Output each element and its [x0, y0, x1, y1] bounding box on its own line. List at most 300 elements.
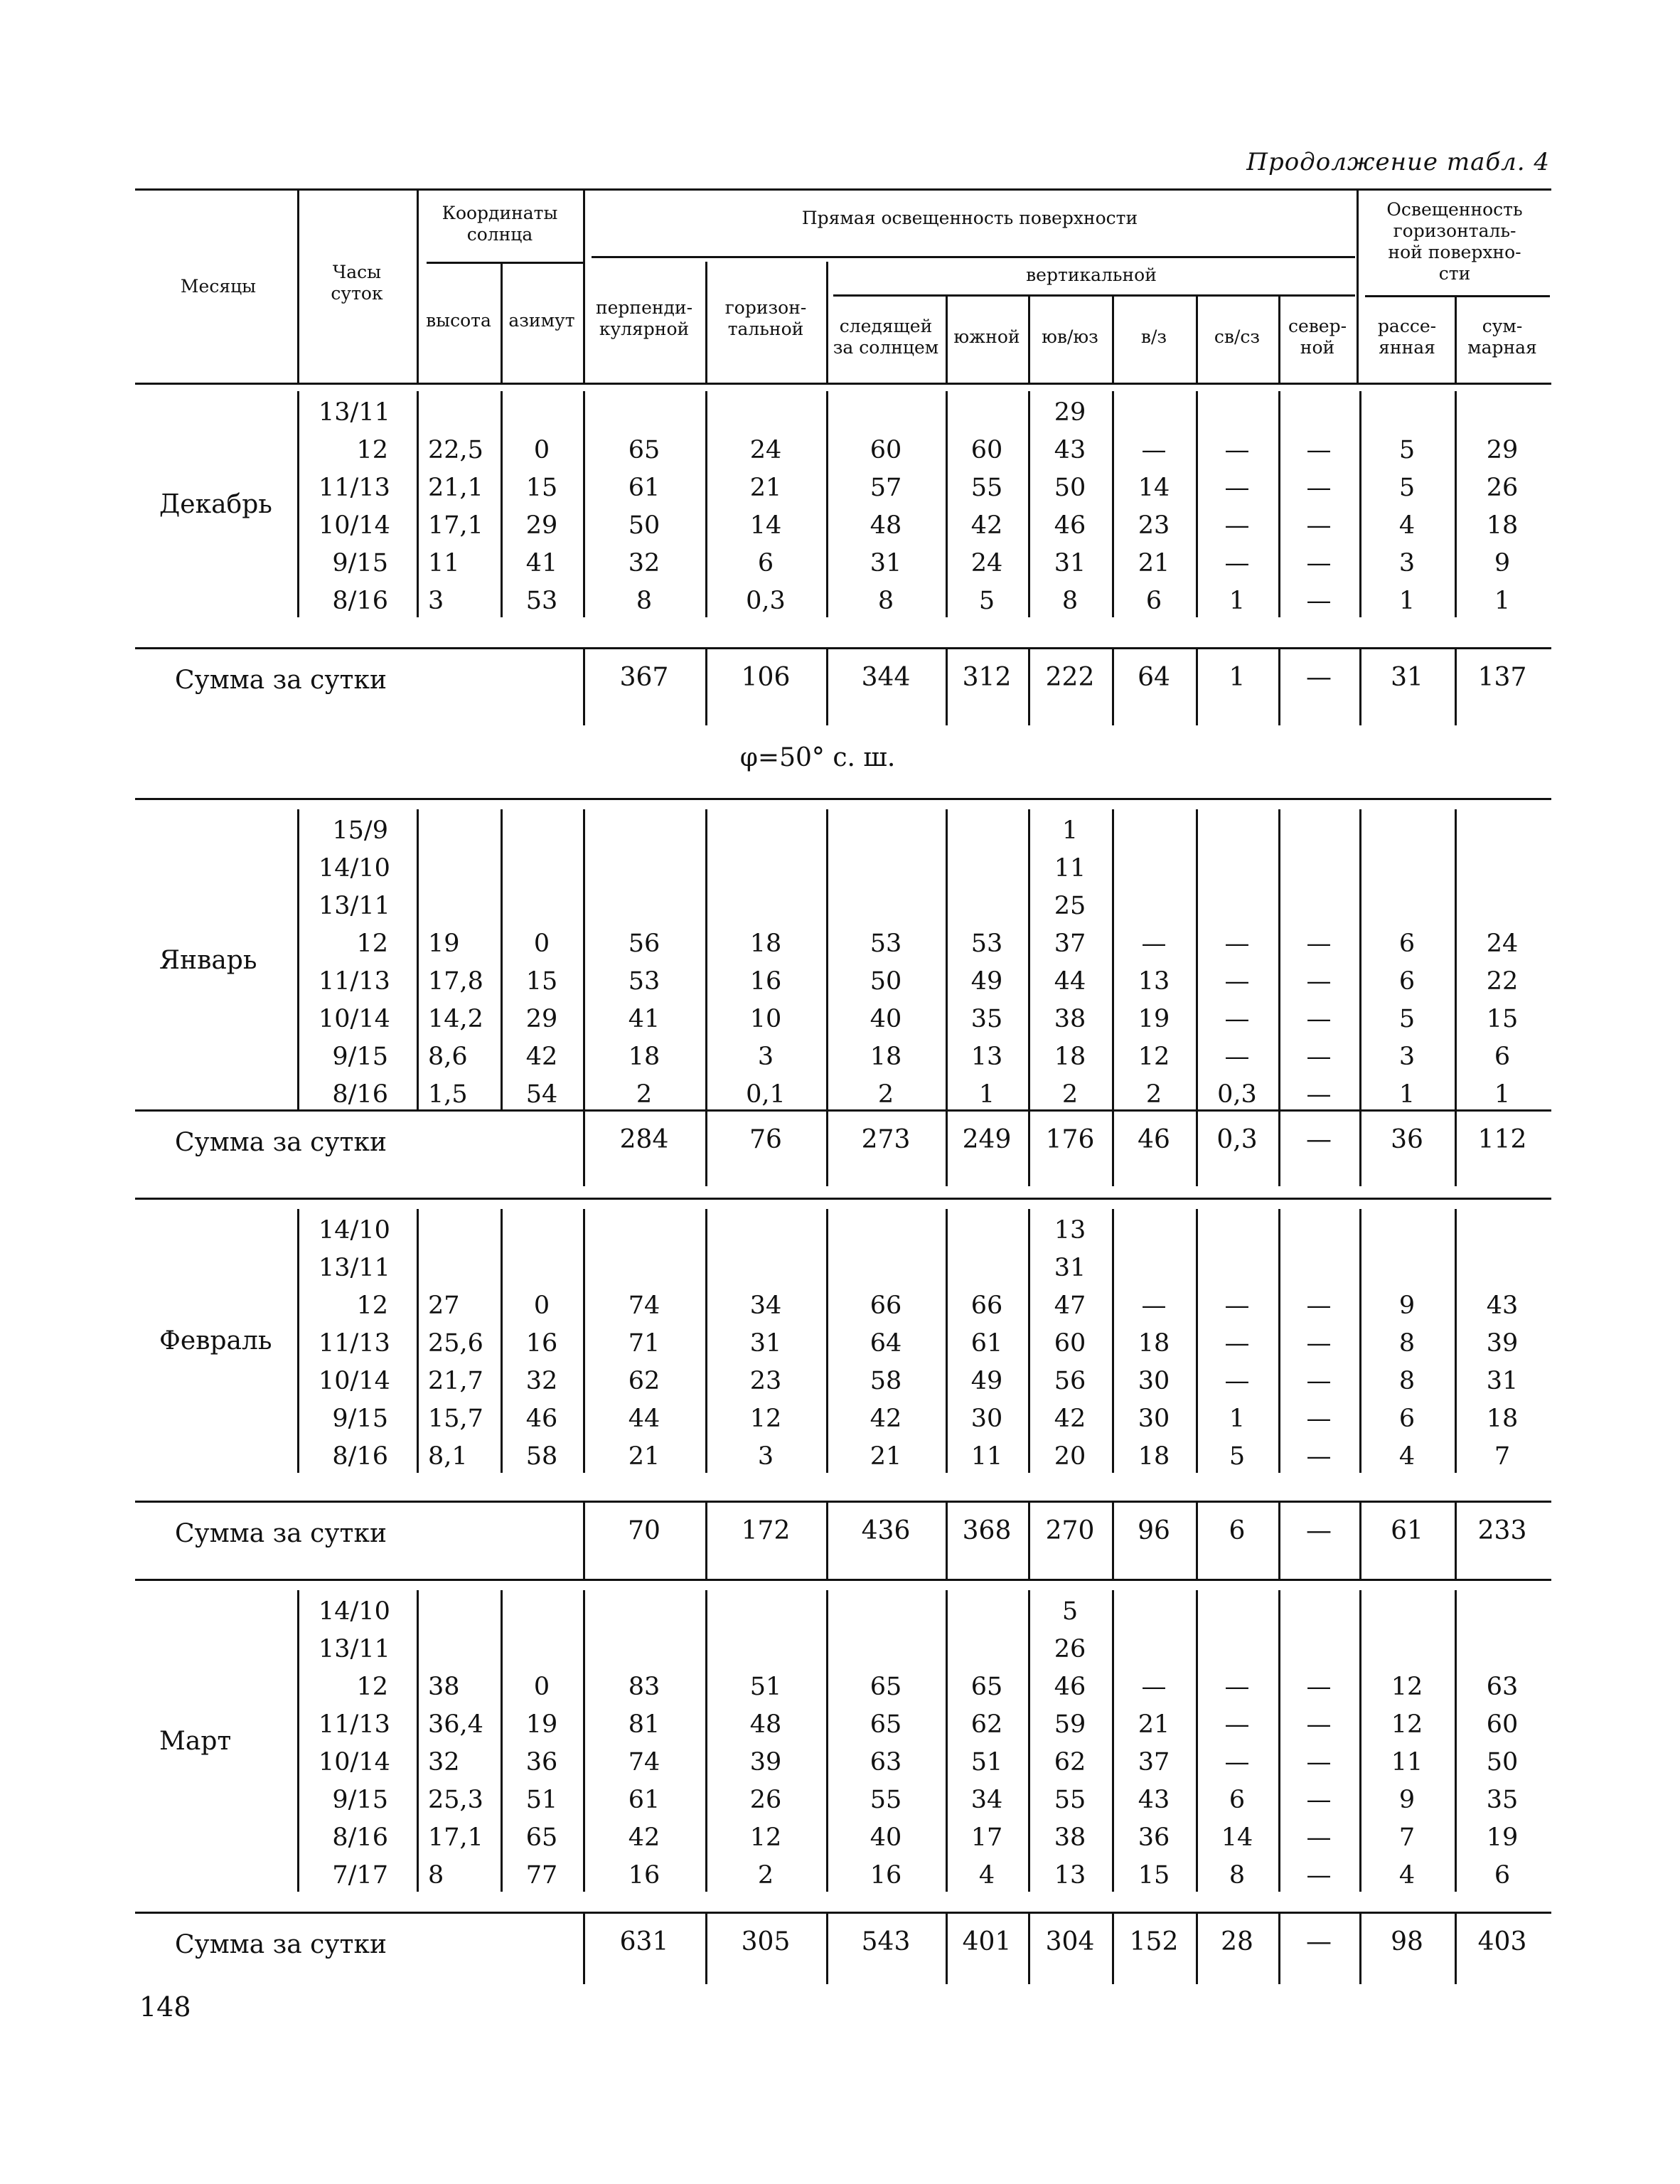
header-perp-line2: кулярной: [599, 319, 690, 339]
table-cell: 11: [1054, 854, 1086, 883]
vrule-hdr-vert-1: [1028, 294, 1030, 383]
header-sun-coords-line1: Координаты: [442, 203, 558, 223]
table-cell: 18: [1138, 1329, 1170, 1358]
table-cell: —: [1141, 1291, 1167, 1320]
sum-cell: 36: [1391, 1125, 1423, 1154]
table-cell: 50: [1054, 474, 1086, 502]
table-cell: 8,6: [428, 1043, 468, 1071]
table-cell: 7: [1398, 1823, 1416, 1852]
table-cell: 11: [1391, 1748, 1423, 1777]
table-cell: 31: [1054, 1254, 1086, 1282]
table-cell: 41: [628, 1005, 660, 1033]
table-cell: 50: [628, 511, 660, 540]
table-cell: 21: [1138, 1710, 1170, 1739]
table-cell: 8/16: [332, 1823, 388, 1852]
table-cell: 2: [757, 1861, 774, 1890]
table-cell: 6: [1229, 1786, 1246, 1814]
table-cell: 50: [870, 967, 902, 996]
table-cell: 64: [870, 1329, 902, 1358]
table-cell: 47: [1054, 1291, 1086, 1320]
table-cell: —: [1306, 1748, 1332, 1777]
sum-cell: 137: [1477, 663, 1527, 692]
table-cell: 20: [1054, 1442, 1086, 1471]
table-cell: 54: [525, 1080, 558, 1109]
table-cell: —: [1306, 1367, 1332, 1395]
table-cell: 21: [628, 1442, 660, 1471]
table-cell: 60: [870, 436, 902, 464]
sum-cell: 233: [1477, 1516, 1527, 1545]
table-cell: 51: [970, 1748, 1003, 1777]
table-cell: 25: [1054, 892, 1086, 920]
table-cell: 66: [870, 1291, 902, 1320]
header-track-line1: следящей: [839, 316, 933, 336]
table-cell: 9/15: [332, 1786, 388, 1814]
table-cell: 39: [749, 1748, 782, 1777]
table-cell: —: [1224, 549, 1250, 577]
header-horiz-line2: тальной: [727, 319, 804, 339]
table-cell: 5: [1398, 436, 1416, 464]
table-cell: 34: [749, 1291, 782, 1320]
table-cell: 23: [749, 1367, 782, 1395]
table-cell: 11: [428, 549, 460, 577]
table-cell: 56: [1054, 1367, 1086, 1395]
table-cell: 0,3: [1217, 1080, 1257, 1109]
sum-cell: 344: [861, 663, 911, 692]
table-cell: 4: [978, 1861, 995, 1890]
table-cell: 0: [533, 1673, 550, 1701]
month-label: Март: [159, 1726, 232, 1756]
header-total: [1455, 316, 1550, 358]
table-cell: 65: [628, 436, 660, 464]
header-horizontal-illumination: [1359, 199, 1550, 284]
rule-block0-sum: [135, 647, 1551, 649]
sum-cell: 305: [741, 1927, 791, 1956]
table-cell: 14: [1221, 1823, 1253, 1852]
table-cell: 7/17: [332, 1861, 388, 1890]
table-cell: 55: [870, 1786, 902, 1814]
table-cell: 35: [970, 1005, 1003, 1033]
table-cell: 46: [1054, 1673, 1086, 1701]
table-cell: —: [1306, 1291, 1332, 1320]
table-cell: 31: [1486, 1367, 1519, 1395]
sum-cell: —: [1306, 1927, 1332, 1956]
table-cell: 12: [356, 929, 388, 958]
rule-block3-top: [135, 1579, 1551, 1581]
table-cell: —: [1224, 511, 1250, 540]
table-cell: 18: [1054, 1043, 1086, 1071]
table-cell: 38: [1054, 1823, 1086, 1852]
sum-cell: 270: [1045, 1516, 1095, 1545]
table-cell: —: [1306, 929, 1332, 958]
table-cell: 24: [749, 436, 782, 464]
table-cell: 43: [1486, 1291, 1519, 1320]
table-cell: 51: [749, 1673, 782, 1701]
table-cell: 49: [970, 1367, 1003, 1395]
table-cell: —: [1141, 436, 1167, 464]
table-cell: 8/16: [332, 1080, 388, 1109]
header-hours-line1: Часы: [332, 262, 382, 282]
table-cell: —: [1224, 967, 1250, 996]
table-cell: 15: [1138, 1861, 1170, 1890]
table-cell: 5: [978, 587, 995, 615]
table-cell: —: [1224, 1005, 1250, 1033]
table-cell: 15: [525, 474, 558, 502]
table-cell: 10: [749, 1005, 782, 1033]
table-cell: 60: [1486, 1710, 1519, 1739]
table-cell: 12: [749, 1823, 782, 1852]
table-cell: 9/15: [332, 549, 388, 577]
table-cell: 39: [1486, 1329, 1519, 1358]
vrule-block2-0: [297, 1209, 299, 1473]
rule-sun-coords: [427, 262, 583, 264]
vrule-hdr-vert-0: [946, 294, 948, 383]
table-cell: 21: [1138, 549, 1170, 577]
table-cell: 10/14: [319, 511, 390, 540]
table-cell: 12: [356, 1291, 388, 1320]
table-cell: 62: [970, 1710, 1003, 1739]
sum-cell: 6: [1229, 1516, 1246, 1545]
table-cell: —: [1306, 549, 1332, 577]
vrule-block1-1: [417, 809, 419, 1111]
table-cell: 61: [970, 1329, 1003, 1358]
header-month: Месяцы: [180, 276, 257, 297]
vrule-hdr-vert-3: [1196, 294, 1198, 383]
table-cell: 81: [628, 1710, 660, 1739]
vrule-block3-1: [417, 1590, 419, 1892]
table-cell: 4: [1398, 1861, 1416, 1890]
rule-block2-sum: [135, 1501, 1551, 1503]
table-cell: 6: [1398, 929, 1416, 958]
table-cell: 74: [628, 1291, 660, 1320]
table-cell: 8: [1398, 1367, 1416, 1395]
rule-header-top: [135, 188, 1551, 191]
table-cell: 4: [1398, 1442, 1416, 1471]
table-cell: 23: [1138, 511, 1170, 540]
table-cell: 12: [1391, 1673, 1423, 1701]
table-cell: 6: [1494, 1043, 1511, 1071]
table-cell: 37: [1138, 1748, 1170, 1777]
table-cell: 13/11: [319, 892, 390, 920]
header-diffuse-line2: янная: [1379, 337, 1435, 358]
table-cell: 56: [628, 929, 660, 958]
table-cell: 6: [1145, 587, 1162, 615]
sum-cell: —: [1306, 1516, 1332, 1545]
table-cell: 60: [1054, 1329, 1086, 1358]
table-cell: —: [1306, 1786, 1332, 1814]
table-cell: 51: [525, 1786, 558, 1814]
sum-cell: 28: [1221, 1927, 1253, 1956]
sum-label: Сумма за сутки: [175, 1128, 387, 1157]
table-cell: 62: [1054, 1748, 1086, 1777]
sum-cell: 70: [628, 1516, 660, 1545]
header-north: [1278, 316, 1357, 358]
sum-cell: 222: [1045, 663, 1095, 692]
page-number: 148: [139, 1991, 191, 2023]
table-cell: 12: [1138, 1043, 1170, 1071]
table-cell: 48: [870, 511, 902, 540]
table-cell: 14/10: [319, 854, 390, 883]
table-cell: 11/13: [319, 1710, 390, 1739]
header-north-line2: ной: [1300, 337, 1335, 358]
table-cell: 57: [870, 474, 902, 502]
table-cell: —: [1306, 511, 1332, 540]
table-cell: 65: [870, 1673, 902, 1701]
header-hill-line4: сти: [1438, 263, 1471, 284]
table-cell: 15: [525, 967, 558, 996]
header-tracking: [826, 316, 946, 358]
table-cell: 21,1: [428, 474, 483, 502]
table-cell: 58: [870, 1367, 902, 1395]
rule-vertical: [833, 294, 1355, 297]
header-e-w: в/з: [1140, 326, 1167, 347]
table-cell: 77: [525, 1861, 558, 1890]
table-cell: 3: [1398, 1043, 1416, 1071]
sum-cell: 172: [741, 1516, 791, 1545]
table-cell: 14/10: [319, 1597, 390, 1626]
header-horizontal: [705, 297, 826, 340]
header-azimuth: азимут: [508, 310, 575, 331]
header-se-sw: юв/юз: [1042, 326, 1098, 347]
table-cell: 18: [1138, 1442, 1170, 1471]
table-cell: 9: [1494, 549, 1511, 577]
table-cell: 53: [870, 929, 902, 958]
table-cell: 61: [628, 1786, 660, 1814]
table-cell: 16: [749, 967, 782, 996]
table-cell: 18: [1486, 1405, 1519, 1433]
table-cell: 8,1: [428, 1442, 468, 1471]
table-cell: 48: [749, 1710, 782, 1739]
table-cell: 17,8: [428, 967, 483, 996]
table-cell: 12: [1391, 1710, 1423, 1739]
table-cell: 83: [628, 1673, 660, 1701]
sum-cell: 312: [962, 663, 1012, 692]
table-cell: 9/15: [332, 1043, 388, 1071]
sum-cell: 631: [619, 1927, 669, 1956]
table-cell: 42: [628, 1823, 660, 1852]
sum-label: Сумма за сутки: [175, 1930, 387, 1959]
table-cell: 43: [1054, 436, 1086, 464]
table-cell: 8: [877, 587, 894, 615]
sum-cell: 273: [861, 1125, 911, 1154]
table-cell: —: [1306, 1861, 1332, 1890]
table-cell: 16: [628, 1861, 660, 1890]
table-cell: 18: [628, 1043, 660, 1071]
table-cell: 12: [749, 1405, 782, 1433]
sum-label: Сумма за сутки: [175, 1519, 387, 1548]
table-cell: 29: [525, 1005, 558, 1033]
table-cell: 46: [1054, 511, 1086, 540]
table-cell: —: [1224, 1329, 1250, 1358]
table-cell: 37: [1054, 929, 1086, 958]
table-cell: 18: [1486, 511, 1519, 540]
table-cell: 31: [749, 1329, 782, 1358]
header-sun-coords-line2: солнца: [466, 224, 533, 245]
table-cell: 21: [749, 474, 782, 502]
table-cell: 22,5: [428, 436, 483, 464]
table-cell: 6: [1398, 967, 1416, 996]
table-cell: 5: [1061, 1597, 1079, 1626]
sum-cell: 368: [962, 1516, 1012, 1545]
table-cell: 24: [970, 549, 1003, 577]
table-cell: 3: [1398, 549, 1416, 577]
table-cell: —: [1141, 929, 1167, 958]
vrule-hdr-perp: [583, 188, 585, 383]
header-perpendicular: [583, 297, 705, 340]
table-cell: 0: [533, 1291, 550, 1320]
table-cell: 11/13: [319, 474, 390, 502]
table-cell: —: [1306, 1710, 1332, 1739]
table-cell: 74: [628, 1748, 660, 1777]
table-cell: 65: [525, 1823, 558, 1852]
rule-block1-sum: [135, 1109, 1551, 1112]
table-cell: —: [1306, 1673, 1332, 1701]
table-cell: 2: [1145, 1080, 1162, 1109]
sum-cell: 403: [1477, 1927, 1527, 1956]
table-cell: 38: [428, 1673, 460, 1701]
table-cell: —: [1306, 1005, 1332, 1033]
table-cell: 26: [1054, 1635, 1086, 1663]
table-cell: 42: [970, 511, 1003, 540]
table-cell: 16: [525, 1329, 558, 1358]
sum-cell: 96: [1138, 1516, 1170, 1545]
vrule-block1-0: [297, 809, 299, 1111]
table-cell: 44: [1054, 967, 1086, 996]
rule-block2-top: [135, 1198, 1551, 1200]
table-cell: 18: [870, 1043, 902, 1071]
table-cell: —: [1224, 1291, 1250, 1320]
rule-direct: [592, 256, 1355, 258]
table-cell: 8: [1061, 587, 1079, 615]
table-cell: 9/15: [332, 1405, 388, 1433]
table-cell: 7: [1494, 1442, 1511, 1471]
header-diffuse: [1359, 316, 1455, 358]
header-diffuse-line1: рассе-: [1377, 316, 1437, 336]
rule-block3-sum: [135, 1912, 1551, 1914]
table-cell: 14: [1138, 474, 1170, 502]
table-cell: 21: [870, 1442, 902, 1471]
table-cell: 14/10: [319, 1216, 390, 1245]
header-horiz-line1: горизон-: [724, 297, 807, 318]
table-cell: 11: [970, 1442, 1003, 1471]
rule-block1-top: [135, 798, 1551, 800]
table-cell: 8: [1229, 1861, 1246, 1890]
table-cell: 1: [1494, 587, 1511, 615]
table-cell: 8/16: [332, 587, 388, 615]
month-label: Январь: [159, 945, 257, 975]
table-cell: 5: [1398, 474, 1416, 502]
table-cell: —: [1224, 1043, 1250, 1071]
table-cell: 30: [1138, 1367, 1170, 1395]
vrule-hdr-horiz: [705, 262, 707, 383]
table-cell: 24: [1486, 929, 1519, 958]
table-cell: 15,7: [428, 1405, 483, 1433]
table-cell: —: [1224, 1673, 1250, 1701]
table-cell: 14: [749, 511, 782, 540]
table-cell: 66: [970, 1291, 1003, 1320]
rule-header-bottom: [135, 383, 1551, 385]
table-cell: 30: [970, 1405, 1003, 1433]
table-caption: Продолжение табл. 4: [1246, 148, 1550, 176]
month-label: Февраль: [159, 1326, 272, 1355]
sum-label: Сумма за сутки: [175, 666, 387, 695]
table-cell: —: [1306, 1080, 1332, 1109]
table-cell: 0: [533, 436, 550, 464]
table-cell: 9: [1398, 1786, 1416, 1814]
header-north-line1: север-: [1288, 316, 1347, 336]
table-cell: 53: [970, 929, 1003, 958]
sum-cell: —: [1306, 1125, 1332, 1154]
sum-cell: 98: [1391, 1927, 1423, 1956]
table-cell: 8: [428, 1861, 444, 1890]
sum-cell: 436: [861, 1516, 911, 1545]
header-total-line1: сум-: [1482, 316, 1523, 336]
header-ne-nw: св/сз: [1214, 326, 1261, 347]
vrule-block0-0: [297, 391, 299, 617]
table-cell: 61: [628, 474, 660, 502]
vrule-block0-1: [417, 391, 419, 617]
table-cell: 6: [1398, 1405, 1416, 1433]
sum-cell: 176: [1045, 1125, 1095, 1154]
table-cell: 65: [970, 1673, 1003, 1701]
header-hill-line3: ной поверхно-: [1388, 242, 1521, 262]
vrule-hdr-hill: [1357, 188, 1359, 383]
table-cell: 1: [1398, 1080, 1416, 1109]
table-cell: 8: [636, 587, 653, 615]
table-cell: —: [1224, 474, 1250, 502]
table-cell: 16: [870, 1861, 902, 1890]
table-cell: —: [1224, 929, 1250, 958]
sum-cell: 106: [741, 663, 791, 692]
table-cell: 53: [525, 587, 558, 615]
header-hill-line1: Освещенность: [1386, 199, 1523, 220]
table-cell: 8: [1398, 1329, 1416, 1358]
table-cell: 19: [428, 929, 460, 958]
table-cell: —: [1306, 474, 1332, 502]
table-cell: 3: [757, 1442, 774, 1471]
table-cell: 19: [1486, 1823, 1519, 1852]
table-cell: 12: [356, 436, 388, 464]
sum-cell: 1: [1229, 663, 1246, 692]
table-cell: 38: [1054, 1005, 1086, 1033]
header-hours-line2: суток: [331, 283, 383, 304]
sum-cell: 76: [749, 1125, 782, 1154]
table-cell: 1: [978, 1080, 995, 1109]
month-label: Декабрь: [159, 489, 272, 519]
table-cell: 5: [1229, 1442, 1246, 1471]
table-cell: 2: [1061, 1080, 1079, 1109]
table-cell: 36,4: [428, 1710, 483, 1739]
table-cell: 34: [970, 1786, 1003, 1814]
header-vertical: вертикальной: [1026, 265, 1157, 285]
header-altitude: высота: [426, 310, 491, 331]
table-cell: 46: [525, 1405, 558, 1433]
table-cell: 32: [628, 549, 660, 577]
header-sun-coords: [417, 203, 583, 245]
table-cell: 21,7: [428, 1367, 483, 1395]
table-cell: 71: [628, 1329, 660, 1358]
header-direct-illumination: Прямая освещенность поверхности: [801, 208, 1138, 228]
table-cell: —: [1141, 1673, 1167, 1701]
table-cell: 17: [970, 1823, 1003, 1852]
table-cell: 3: [757, 1043, 774, 1071]
table-cell: 25,6: [428, 1329, 483, 1358]
table-cell: 40: [870, 1005, 902, 1033]
table-cell: —: [1306, 587, 1332, 615]
table-cell: 3: [428, 587, 444, 615]
latitude-label: φ=50° с. ш.: [739, 743, 896, 772]
table-cell: 1: [1494, 1080, 1511, 1109]
table-cell: 1: [1061, 816, 1079, 845]
